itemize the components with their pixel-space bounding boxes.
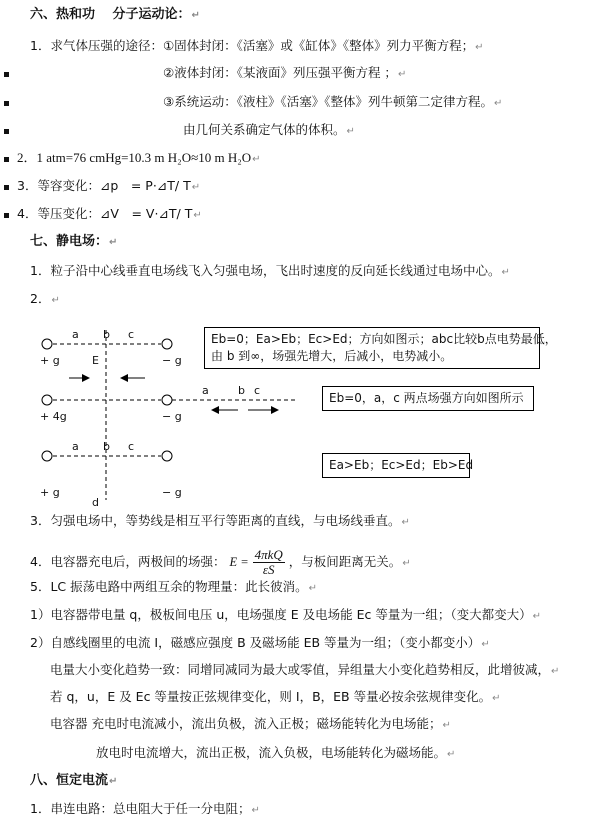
point-label-b: b [238,384,245,397]
text-line: ③系统运动：《液柱》《活塞》《整体》列牛顿第二定律方程。↵ [163,94,503,109]
section-8-title: 八、恒定电流↵ [30,773,118,788]
positive-charge [42,339,52,349]
positive-charge [42,395,52,405]
positive-charge [42,451,52,461]
section-7-title: 七、静电场：↵ [30,234,118,249]
text-line: 1．求气体压强的途径：①固体封闭：《活塞》或《缸体》《整体》列力平衡方程；↵ [30,38,484,53]
formula-lhs: E = [229,555,249,569]
section-6-title: 六、热和功 分子运动论：↵ [30,7,200,22]
text-line: 5．LC 振荡电路中两组互余的物理量：此长彼消。↵ [30,579,318,594]
negative-charge [162,451,172,461]
text-line: 1．粒子沿中心线垂直电场线飞入匀强电场，飞出时速度的反向延长线通过电场中心。↵ [30,263,510,278]
point-label-a: a [72,440,79,453]
text-line: 4．等压变化：⊿V = V·⊿T/ T↵ [17,206,202,221]
annotation-box-3 [322,453,474,478]
point-label-c: c [128,440,135,453]
text-line: ②液体封闭：《某液面》列压强平衡方程 ；↵ [163,65,407,80]
text-line: 3．等容变化：⊿p = P·⊿T/ T↵ [17,178,201,193]
annotation-box-1 [204,327,557,369]
point-label-c: c [254,384,261,397]
charge-label: − g [162,410,182,423]
text-line-capacitor-field: 4．电容器充电后，两极间的场强： E = $\frac{\text{4πkQ}}{\varepsilon S}$ ，与板间距离无关。↵ [30,547,411,577]
text-line: 2）自感线圈里的电流 I，磁感应强度 B 及磁场能 EB 等量为一组；（变小都变小）↵ [30,635,490,650]
point-label-d: d [92,496,99,509]
text-line: 1）电容器带电量 q，极板间电压 u，电场强度 E 及电场能 Ec 等量为一组；（变大都变大）↵ [30,607,541,622]
field-label-e: E [92,354,99,367]
annotation-line: Eb=0；Ea>Eb；Ec>Ed；方向如图示；abc比较b点电势最低， [211,332,557,346]
charge-label: + g [40,354,60,367]
negative-charge [162,339,172,349]
point-label-a: a [202,384,209,397]
charge-label: + 4g [40,410,67,423]
point-label-b: b [103,328,110,341]
annotation-box-2 [322,386,534,411]
text-line: 由几何关系确定气体的体积。↵ [183,122,355,137]
annotation-line: Eb=0，a，c 两点场强方向如图所示 [329,391,524,405]
text-line: 电量大小变化趋势一致：同增同减同为最大或零值，异组量大小变化趋势相反，此增彼减，↵ [50,662,560,677]
charge-label: − g [162,486,182,499]
point-label-c: c [128,328,135,341]
text-line: 3．匀强电场中，等势线是相互平行等距离的直线，与电场线垂直。↵ [30,513,410,528]
text-line: 电容器 充电时电流减小，流出负极，流入正极；磁场能转化为电场能；↵ [50,716,451,731]
text-line: 若 q，u，E 及 Ec 等量按正弦规律变化，则 I，B，EB 等量必按余弦规律变化。↵ [50,689,501,704]
charge-label: − g [162,354,182,367]
point-label-a: a [72,328,79,341]
point-label-b: b [103,440,110,453]
annotation-line: Ea>Eb；Ec>Ed；Eb>Ed [329,458,474,472]
annotation-line: 由 b 到∞，场强先增大，后减小，电势减小。 [211,349,453,363]
negative-charge [162,395,172,405]
formula-fraction: $\frac{\text{4πkQ}}{\varepsilon S}$ [254,547,283,577]
text-line: 2．1 atm=76 cmHg=10.3 m H₂O≈10 m H₂O↵ [17,150,261,165]
text-line: 2．↵ [30,291,60,306]
charge-label: + g [40,486,60,499]
text-line: 1．串连电路：总电阻大于任一分电阻；↵ [30,801,260,816]
text-line: 放电时电流增大，流出正极，流入负极，电场能转化为磁场能。↵ [96,745,456,760]
